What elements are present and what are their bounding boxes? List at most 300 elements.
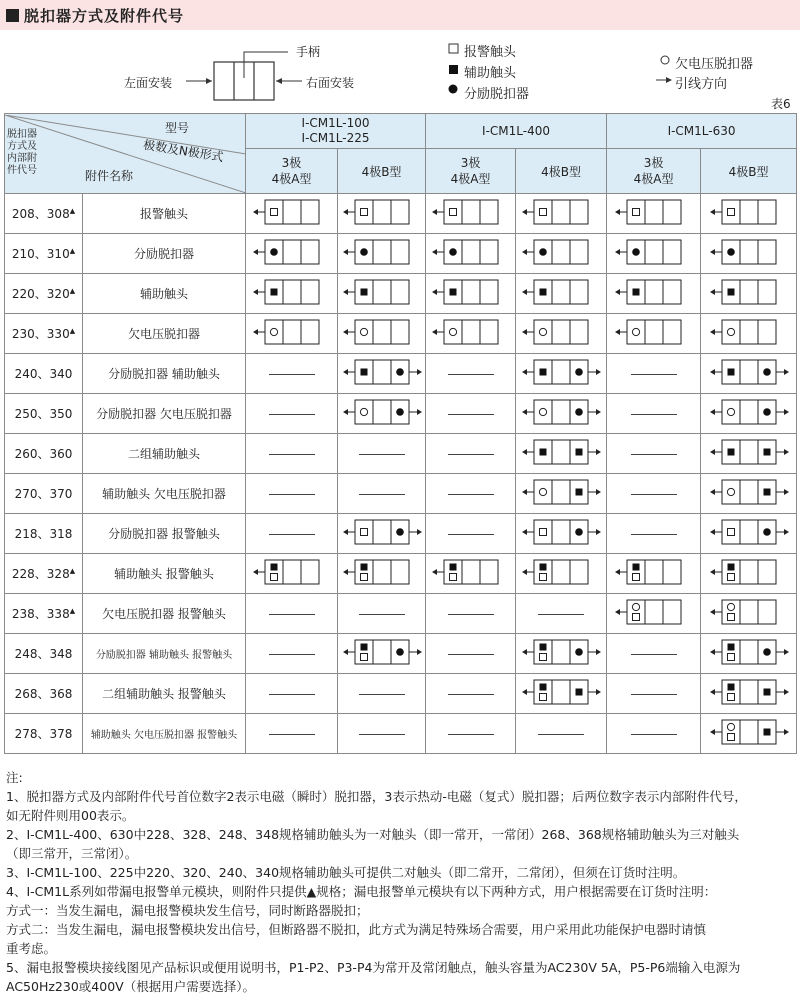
breaker-diagram	[706, 234, 792, 270]
breaker-diagram	[706, 474, 792, 510]
breaker-diagram	[339, 274, 425, 310]
shunt-release-icon	[396, 368, 404, 376]
diagram-cell	[338, 314, 426, 354]
breaker-diagram	[706, 674, 792, 710]
lead-arrow-icon	[710, 209, 715, 215]
lead-arrow-icon	[343, 409, 348, 415]
undervoltage-release-icon	[539, 488, 546, 495]
triangle-mark: ▲	[69, 567, 76, 575]
corner-code-label: 脱扣器方式及内部附件代号	[7, 128, 37, 176]
aux-contact-icon	[632, 289, 639, 296]
accessory-name: 二组辅助触头	[83, 434, 246, 474]
notes-section	[6, 768, 796, 996]
breaker-diagram	[706, 554, 792, 590]
breaker-diagram	[428, 274, 514, 310]
lead-arrow-icon	[432, 249, 437, 255]
breaker-diagram	[339, 314, 425, 350]
code-text: 210、310	[11, 247, 70, 261]
table-row	[5, 554, 797, 594]
aux-contact-icon	[727, 369, 734, 376]
lead-arrow-icon	[710, 449, 715, 455]
undervoltage-release-icon	[632, 328, 639, 335]
breaker-diagram	[339, 514, 425, 550]
diagram-cell	[426, 474, 516, 514]
lead-arrow-icon	[784, 529, 789, 535]
lead-arrow-icon	[596, 689, 601, 695]
lead-arrow-icon	[253, 209, 258, 215]
breaker-diagram	[706, 594, 792, 630]
breaker-diagram	[706, 634, 792, 670]
not-available-dash	[631, 534, 677, 535]
table-row	[5, 434, 797, 474]
shunt-release-icon	[575, 648, 583, 656]
table-corner	[5, 114, 246, 194]
diagram-cell	[246, 234, 338, 274]
table-row	[5, 394, 797, 434]
table-row	[5, 354, 797, 394]
lead-arrow-icon	[417, 369, 422, 375]
breaker-diagram	[518, 354, 604, 390]
accessory-code	[5, 674, 83, 714]
lead-arrow-icon	[522, 569, 527, 575]
code-text: 208、308	[11, 207, 70, 221]
table-row	[5, 674, 797, 714]
triangle-mark: ▲	[69, 287, 76, 295]
accessory-name: 辅助触头 报警触头	[83, 554, 246, 594]
breaker-diagram	[249, 314, 335, 350]
shunt-release-icon	[763, 648, 771, 656]
lead-arrow-icon	[615, 609, 620, 615]
lead-arrow-icon	[417, 649, 422, 655]
code-text: 270、370	[14, 487, 73, 501]
diagram-cell	[246, 514, 338, 554]
table-row	[5, 634, 797, 674]
shunt-release-icon	[449, 248, 457, 256]
breaker-diagram	[428, 234, 514, 270]
aux-contact-icon	[540, 644, 547, 651]
breaker-diagram	[706, 514, 792, 550]
aux-contact-icon	[270, 289, 277, 296]
diagram-cell	[516, 674, 607, 714]
aux-contact-icon	[576, 489, 583, 496]
not-available-dash	[448, 614, 494, 615]
aux-contact-icon	[540, 289, 547, 296]
diagram-cell	[338, 714, 426, 754]
diagram-cell	[246, 274, 338, 314]
breaker-diagram	[611, 274, 697, 310]
diagram-cell	[607, 594, 701, 634]
shunt-release-icon	[763, 368, 771, 376]
breaker-diagram	[518, 314, 604, 350]
legend-alarm: 报警触头	[464, 45, 517, 60]
lead-arrow-icon	[784, 449, 789, 455]
aux-contact-icon	[540, 449, 547, 456]
not-available-dash	[631, 654, 677, 655]
note-line: 重考虑。	[6, 941, 57, 956]
table-row	[5, 194, 797, 234]
shunt-release-icon	[763, 528, 771, 536]
diagram-cell	[701, 674, 797, 714]
not-available-dash	[269, 494, 315, 495]
diagram-cell	[516, 354, 607, 394]
diagram-cell	[701, 634, 797, 674]
lead-arrow-icon	[710, 569, 715, 575]
not-available-dash	[359, 694, 405, 695]
diagram-cell	[426, 674, 516, 714]
diagram-cell	[516, 634, 607, 674]
undervoltage-release-icon	[727, 328, 734, 335]
diagram-cell	[607, 514, 701, 554]
lead-arrow-icon	[710, 649, 715, 655]
note-line: 如无附件则用00表示。	[6, 808, 135, 823]
not-available-dash	[359, 614, 405, 615]
not-available-dash	[269, 534, 315, 535]
diagram-cell	[426, 554, 516, 594]
lead-arrow-icon	[710, 249, 715, 255]
lead-arrow-icon	[710, 529, 715, 535]
diagram-cell	[607, 194, 701, 234]
accessory-name: 欠电压脱扣器 报警触头	[83, 594, 246, 634]
diagram-cell	[516, 434, 607, 474]
diagram-cell	[426, 274, 516, 314]
not-available-dash	[448, 734, 494, 735]
accessory-name: 欠电压脱扣器	[83, 314, 246, 354]
diagram-cell	[426, 194, 516, 234]
diagram-cell	[426, 634, 516, 674]
lead-arrow-icon	[615, 569, 620, 575]
lead-arrow-icon	[253, 249, 258, 255]
accessory-name: 二组辅助触头 报警触头	[83, 674, 246, 714]
not-available-dash	[269, 694, 315, 695]
lead-arrow-icon	[596, 369, 601, 375]
breaker-diagram	[518, 514, 604, 550]
aux-contact-icon	[727, 289, 734, 296]
breaker-diagram	[249, 274, 335, 310]
diagram-cell	[246, 394, 338, 434]
undervoltage-release-icon	[632, 603, 639, 610]
lead-arrow-icon	[784, 649, 789, 655]
table-row	[5, 514, 797, 554]
pole-a-header: 3极 4极A型	[426, 149, 516, 194]
alarm-contact-icon	[727, 529, 734, 536]
breaker-diagram	[428, 554, 514, 590]
triangle-mark: ▲	[69, 247, 76, 255]
code-text: 268、368	[14, 687, 73, 701]
lead-arrow-icon	[615, 249, 620, 255]
breaker-diagram	[249, 194, 335, 230]
not-available-dash	[448, 414, 494, 415]
lead-arrow-icon	[253, 289, 258, 295]
diagram-cell	[426, 314, 516, 354]
alarm-contact-icon	[360, 209, 367, 216]
breaker-diagram	[249, 234, 335, 270]
alarm-contact-icon	[360, 574, 367, 581]
lead-arrow-icon	[432, 289, 437, 295]
lead-arrow-icon	[522, 649, 527, 655]
legend-undervoltage: 欠电压脱扣器	[675, 57, 754, 72]
pole-a-header: 3极 4极A型	[607, 149, 701, 194]
alarm-contact-icon	[727, 654, 734, 661]
diagram-cell	[338, 354, 426, 394]
diagram-cell	[607, 634, 701, 674]
diagram-cell	[246, 634, 338, 674]
aux-contact-icon	[360, 564, 367, 571]
not-available-dash	[269, 734, 315, 735]
not-available-dash	[359, 454, 405, 455]
aux-contact-icon	[449, 564, 456, 571]
code-text: 238、338	[11, 607, 70, 621]
breaker-diagram	[339, 554, 425, 590]
diagram-cell	[607, 474, 701, 514]
aux-contact-icon	[763, 729, 770, 736]
breaker-diagram	[706, 714, 792, 750]
diagram-cell	[701, 514, 797, 554]
not-available-dash	[538, 734, 584, 735]
diagram-cell	[701, 474, 797, 514]
diagram-cell	[516, 194, 607, 234]
lead-arrow-icon	[522, 289, 527, 295]
shunt-release-icon	[396, 528, 404, 536]
alarm-contact-icon	[540, 529, 547, 536]
breaker-diagram	[518, 274, 604, 310]
code-text: 248、348	[14, 647, 73, 661]
pole-b-header: 4极B型	[701, 149, 797, 194]
accessory-code	[5, 554, 83, 594]
shunt-release-icon	[396, 648, 404, 656]
triangle-mark: ▲	[69, 207, 76, 215]
lead-arrow-icon	[522, 529, 527, 535]
lead-arrow-icon	[343, 569, 348, 575]
shunt-release-icon	[360, 248, 368, 256]
triangle-mark: ▲	[69, 607, 76, 615]
note-line: 3、I-CM1L-100、225中220、320、240、340规格辅助触头可提供二对触头（即二常开，二常闭），但须在订货时注明。	[6, 865, 686, 880]
undervoltage-release-icon	[539, 328, 546, 335]
alarm-contact-icon	[727, 734, 734, 741]
note-line: 4、I-CM1L系列如带漏电报警单元模块，则附件只提供▲规格；漏电报警单元模块有以下两种方式，用户根据需要在订货时注明：	[6, 884, 717, 899]
breaker-diagram	[706, 314, 792, 350]
breaker-diagram	[706, 434, 792, 470]
note-line: 方式一：当发生漏电，漏电报警模块发生信号，同时断路器脱扣；	[6, 903, 369, 918]
undervoltage-release-icon	[727, 408, 734, 415]
diagram-cell	[426, 234, 516, 274]
aux-contact-icon	[270, 564, 277, 571]
notes-heading: 注:	[6, 770, 23, 785]
lead-arrow-icon	[522, 209, 527, 215]
note-line: 1、脱扣器方式及内部附件代号首位数字2表示电磁（瞬时）脱扣器，3表示热动-电磁（复式）脱扣器；后两位数字表示内部附件代号，	[6, 789, 747, 804]
alarm-contact-icon	[270, 574, 277, 581]
diagram-cell	[607, 314, 701, 354]
not-available-dash	[359, 734, 405, 735]
not-available-dash	[631, 494, 677, 495]
table-row	[5, 714, 797, 754]
shunt-release-icon	[575, 528, 583, 536]
accessory-name: 分励脱扣器 报警触头	[83, 514, 246, 554]
breaker-diagram	[339, 234, 425, 270]
breaker-diagram	[706, 194, 792, 230]
shunt-release-icon	[270, 248, 278, 256]
breaker-diagram	[611, 234, 697, 270]
lead-arrow-icon	[522, 329, 527, 335]
accessory-name: 辅助触头 欠电压脱扣器	[83, 474, 246, 514]
note-line: 方式二：当发生漏电，漏电报警模块发出信号，但断路器不脱扣，此方式为满足特殊场合需要，用户采用此功能保护电器时请慎	[6, 922, 707, 937]
accessory-code	[5, 594, 83, 634]
alarm-contact-icon	[360, 654, 367, 661]
not-available-dash	[631, 374, 677, 375]
breaker-diagram	[518, 394, 604, 430]
aux-contact-icon	[632, 564, 639, 571]
triangle-mark: ▲	[69, 327, 76, 335]
diagram-cell	[701, 314, 797, 354]
aux-contact-icon	[763, 689, 770, 696]
accessory-name: 报警触头	[83, 194, 246, 234]
lead-arrow-icon	[615, 329, 620, 335]
not-available-dash	[269, 374, 315, 375]
alarm-contact-icon	[632, 614, 639, 621]
alarm-contact-icon	[449, 574, 456, 581]
undervoltage-release-icon	[360, 408, 367, 415]
breaker-diagram	[339, 394, 425, 430]
diagram-cell	[338, 394, 426, 434]
diagram-cell	[701, 234, 797, 274]
diagram-cell	[338, 194, 426, 234]
code-text: 250、350	[14, 407, 73, 421]
undervoltage-release-icon	[539, 408, 546, 415]
diagram-cell	[338, 674, 426, 714]
diagram-cell	[426, 594, 516, 634]
breaker-diagram	[611, 194, 697, 230]
accessory-code	[5, 514, 83, 554]
breaker-diagram	[518, 194, 604, 230]
breaker-diagram	[249, 554, 335, 590]
lead-arrow-icon	[784, 689, 789, 695]
aux-contact-icon	[576, 449, 583, 456]
diagram-cell	[338, 554, 426, 594]
accessory-name: 分励脱扣器 欠电压脱扣器	[83, 394, 246, 434]
accessory-name: 分励脱扣器 辅助触头	[83, 354, 246, 394]
lead-arrow-icon	[522, 369, 527, 375]
accessory-name: 辅助触头	[83, 274, 246, 314]
diagram-cell	[246, 314, 338, 354]
lead-arrow-icon	[596, 409, 601, 415]
diagram-cell	[246, 474, 338, 514]
lead-arrow-icon	[710, 409, 715, 415]
alarm-contact-icon	[540, 654, 547, 661]
aux-contact-icon	[540, 564, 547, 571]
undervoltage-release-icon	[727, 488, 734, 495]
diagram-cell	[607, 714, 701, 754]
diagram-cell	[701, 394, 797, 434]
not-available-dash	[448, 454, 494, 455]
alarm-contact-icon	[270, 209, 277, 216]
lead-arrow-icon	[710, 329, 715, 335]
shunt-release-icon	[539, 248, 547, 256]
accessory-code	[5, 394, 83, 434]
note-line: （即三常开，三常闭）。	[6, 846, 138, 861]
lead-arrow-icon	[343, 529, 348, 535]
accessory-code	[5, 474, 83, 514]
lead-arrow-icon	[522, 489, 527, 495]
corner-model-label: 型号	[165, 120, 190, 135]
diagram-cell	[338, 594, 426, 634]
diagram-cell	[607, 434, 701, 474]
diagram-cell	[338, 434, 426, 474]
diagram-cell	[607, 234, 701, 274]
lead-arrow-icon	[596, 649, 601, 655]
breaker-diagram	[428, 314, 514, 350]
undervoltage-release-icon	[727, 723, 734, 730]
not-available-dash	[448, 534, 494, 535]
not-available-dash	[631, 454, 677, 455]
breaker-diagram	[518, 474, 604, 510]
code-text: 240、340	[14, 367, 73, 381]
diagram-cell	[701, 714, 797, 754]
table-row	[5, 594, 797, 634]
diagram-cell	[246, 194, 338, 234]
alarm-contact-icon	[632, 574, 639, 581]
undervoltage-release-icon	[360, 328, 367, 335]
diagram-cell	[338, 234, 426, 274]
lead-arrow-icon	[417, 529, 422, 535]
diagram-cell	[701, 194, 797, 234]
lead-arrow-icon	[343, 249, 348, 255]
breaker-diagram	[518, 434, 604, 470]
undervoltage-release-icon	[727, 603, 734, 610]
diagram-cell	[426, 434, 516, 474]
code-text: 278、378	[14, 727, 73, 741]
diagram-cell	[246, 714, 338, 754]
accessory-code	[5, 194, 83, 234]
breaker-diagram	[611, 594, 697, 630]
code-text: 218、318	[14, 527, 73, 541]
lead-arrow-icon	[432, 329, 437, 335]
diagram-cell	[246, 554, 338, 594]
lead-arrow-icon	[615, 209, 620, 215]
aux-contact-icon	[763, 449, 770, 456]
aux-contact-icon	[763, 489, 770, 496]
lead-arrow-icon	[784, 409, 789, 415]
diagram-cell	[516, 234, 607, 274]
code-text: 228、328	[11, 567, 70, 581]
lead-arrow-icon	[253, 569, 258, 575]
diagram-cell	[516, 394, 607, 434]
diagram-cell	[701, 274, 797, 314]
code-text: 220、320	[11, 287, 70, 301]
breaker-diagram	[518, 634, 604, 670]
diagram-cell	[426, 394, 516, 434]
not-available-dash	[269, 614, 315, 615]
pole-b-header: 4极B型	[516, 149, 607, 194]
lead-arrow-icon	[522, 449, 527, 455]
corner-name-label: 附件名称	[85, 168, 134, 183]
diagram-cell	[607, 274, 701, 314]
shunt-release-icon	[632, 248, 640, 256]
alarm-contact-icon	[727, 574, 734, 581]
accessory-code	[5, 714, 83, 754]
diagram-cell	[246, 354, 338, 394]
alarm-contact-icon	[540, 694, 547, 701]
aux-contact-icon	[449, 289, 456, 296]
not-available-dash	[631, 734, 677, 735]
diagram-cell	[607, 394, 701, 434]
not-available-dash	[538, 614, 584, 615]
diagram-cell	[426, 714, 516, 754]
not-available-dash	[359, 494, 405, 495]
breaker-diagram	[518, 234, 604, 270]
lead-arrow-icon	[596, 529, 601, 535]
aux-contact-icon	[360, 644, 367, 651]
diagram-cell	[701, 434, 797, 474]
alarm-contact-icon	[727, 614, 734, 621]
